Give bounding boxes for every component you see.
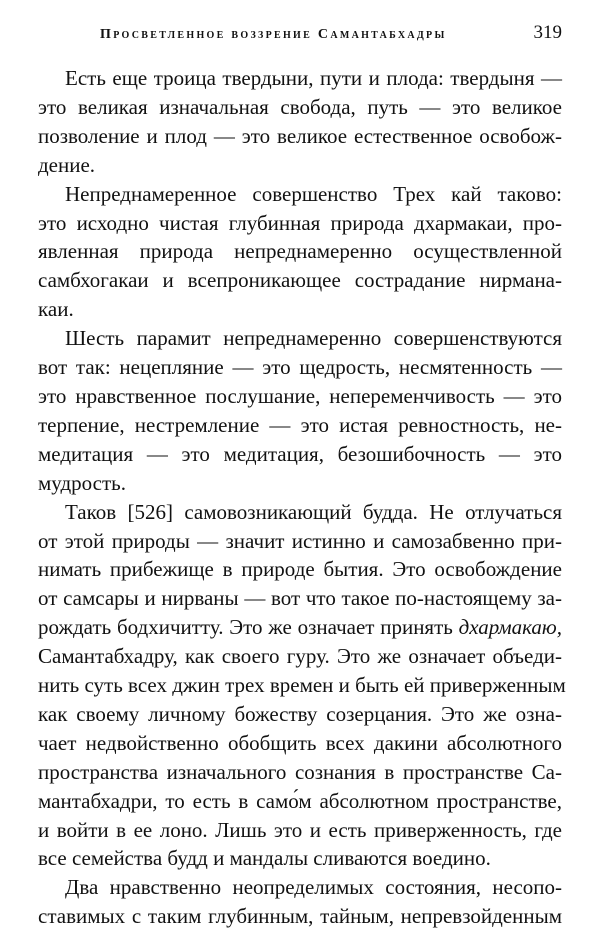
text-segment: рождать бодхичитту. Это же означает принять (38, 615, 459, 640)
text-line: каи. (38, 297, 74, 322)
text-line: терпение, нестремление — это истая ревностность, не- (38, 412, 562, 437)
text-line: ставимых с таким глубинным, тайным, непревзойденным (38, 904, 562, 929)
text-line: от самсары и нирваны — вот что такое по-настоящему за- (38, 586, 562, 611)
text-line: Непреднамеренное совершенство Трех кай таково: (65, 181, 562, 206)
text-line: это нравственное послушание, непеременчивость — это (38, 383, 562, 408)
text-line: Самантабхадру, как своего гуру. Это же означает объеди- (38, 644, 562, 669)
text-line: от этой природы — значит истинно и самозабвенно при- (38, 528, 562, 553)
text-line: Есть еще троица твердыни, пути и плода: твердыня — (65, 66, 562, 90)
page-number: 319 (533, 22, 562, 43)
text-line: пространства изначального сознания в пространстве Са- (38, 759, 562, 784)
text-line: дение. (38, 152, 96, 177)
text-line: явленная природа непреднамеренно осуществленной (38, 239, 562, 264)
text-line: мантабхадри, то есть в само́м абсолютном пространстве, (38, 788, 562, 813)
paragraph-5 (38, 873, 562, 931)
text-line: все семейства будд и мандалы сливаются воедино. (38, 846, 491, 871)
text-line: как своему личному божеству созерцания. Это же озна- (38, 701, 562, 726)
text-line: чает недвойственно обобщить всех дакини абсолютного (38, 730, 562, 755)
paragraph-3 (38, 324, 562, 497)
paragraph-4 (38, 498, 566, 874)
text-line: это великая изначальная свобода, путь — это великое (38, 94, 562, 119)
text-line: самбхогакаи и всепроникающее сострадание нирмана- (38, 268, 562, 293)
text-line-with-italic (38, 613, 562, 642)
text-line: Таков [526] самовозникающий будда. Не отлучаться (65, 499, 562, 524)
text-line: и войти в ее лоно. Лишь это и есть приверженность, где (38, 817, 562, 842)
text-line: Шесть парамит непреднамеренно совершенствуются (65, 326, 562, 351)
italic-term: дхармакаю, (458, 615, 562, 640)
text-line: Два нравственно неопределимых состояния, несопо- (65, 875, 562, 900)
paragraph-2 (38, 180, 562, 325)
text-line: медитация — это медитация, безошибочность — это (38, 441, 562, 466)
text-line: нимать прибежище в природе бытия. Это освобождение (38, 557, 562, 582)
running-head (100, 22, 562, 44)
paragraph-1 (38, 64, 562, 180)
text-line: это исходно чистая глубинная природа дхармакаи, про- (38, 210, 562, 235)
page-body (38, 64, 566, 931)
text-line: позволение и плод — это великое естественное освобож- (38, 123, 562, 148)
text-line: вот так: нецепляние — это щедрость, несмятенность — (38, 355, 562, 380)
text-line: мудрость. (38, 470, 126, 495)
text-line: нить суть всех джин трех времен и быть ей приверженным (38, 673, 566, 698)
running-head-title: Просветленное воззрение Самантабхадры (100, 27, 447, 42)
